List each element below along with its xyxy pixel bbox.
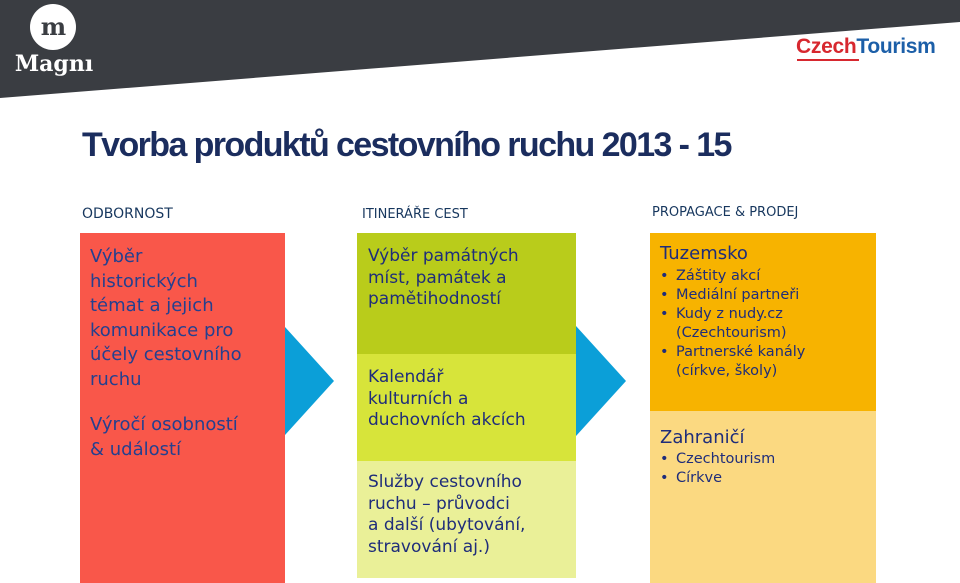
text-line: Výročí osobností: [90, 414, 238, 435]
text-line: ruchu – průvodci: [368, 493, 510, 514]
tuzemsko-title: Tuzemsko: [660, 243, 748, 264]
czechtourism-logo-czech: Czech: [796, 35, 857, 58]
list-item-line: (Czechtourism): [676, 325, 787, 341]
itinerare-text-3: [368, 472, 525, 558]
text-line: kulturních a: [368, 388, 469, 409]
itinerare-text-2: [368, 367, 526, 432]
bullet-icon: •: [660, 306, 669, 322]
list-item-line: Záštity akcí: [676, 268, 761, 284]
magni-logo: [8, 2, 94, 82]
text-line: pamětihodností: [368, 289, 502, 309]
heading-itinerare: ITINERÁŘE CEST: [362, 207, 468, 222]
text-line: a další (ubytování,: [368, 515, 526, 535]
heading-odbornost: ODBORNOST: [82, 206, 173, 222]
list-item: [660, 267, 805, 286]
text-line: Kalendář: [368, 367, 444, 387]
list-item: [660, 469, 775, 488]
text-line: Služby cestovního: [368, 472, 522, 492]
tuzemsko-list: [660, 267, 805, 381]
magni-logo-word: Magnı: [14, 51, 94, 77]
list-item-line: Mediální partneři: [676, 287, 800, 303]
text-line: historických: [90, 270, 198, 292]
list-item-line: Partnerské kanály: [676, 344, 806, 360]
list-item: [660, 286, 805, 305]
text-line: duchovních akcích: [368, 410, 526, 430]
bullet-icon: •: [660, 268, 669, 284]
czechtourism-logo: [796, 34, 936, 60]
bullet-icon: •: [660, 344, 669, 360]
text-line: témat a jejich: [90, 295, 214, 316]
list-item-line: (církve, školy): [676, 363, 778, 379]
magni-logo-mark: m: [30, 4, 76, 50]
zahranici-title: Zahraničí: [660, 427, 745, 448]
text-line: Výběr památných: [368, 246, 519, 266]
list-item: [660, 305, 805, 343]
odbornost-text-1: [90, 245, 242, 392]
arrow-right-icon: [576, 326, 626, 436]
list-item-line: Czechtourism: [676, 451, 776, 467]
text-line: ruchu: [90, 368, 142, 390]
text-line: účely cestovního: [90, 344, 242, 365]
itinerare-text-1: [368, 246, 519, 311]
zahranici-list: [660, 450, 775, 488]
odbornost-text-2: [90, 413, 238, 462]
heading-propagace: PROPAGACE & PRODEJ: [652, 205, 799, 220]
list-item-line: Kudy z nudy.cz: [676, 306, 783, 322]
text-line: & událostí: [90, 438, 182, 460]
text-line: komunikace pro: [90, 319, 234, 341]
czechtourism-logo-underline: [797, 59, 859, 61]
text-line: stravování aj.): [368, 536, 490, 557]
bullet-icon: •: [660, 451, 669, 467]
list-item: [660, 450, 775, 469]
czechtourism-logo-tourism: Tourism: [856, 35, 936, 58]
text-line: míst, památek a: [368, 267, 507, 288]
list-item: [660, 343, 805, 381]
bullet-icon: •: [660, 470, 669, 486]
text-line: Výběr: [90, 246, 143, 267]
slide-title: Tvorba produktů cestovního ruchu 2013 - 15: [82, 126, 731, 164]
list-item-line: Církve: [676, 470, 723, 486]
arrow-right-icon: [285, 327, 334, 435]
bullet-icon: •: [660, 287, 669, 303]
